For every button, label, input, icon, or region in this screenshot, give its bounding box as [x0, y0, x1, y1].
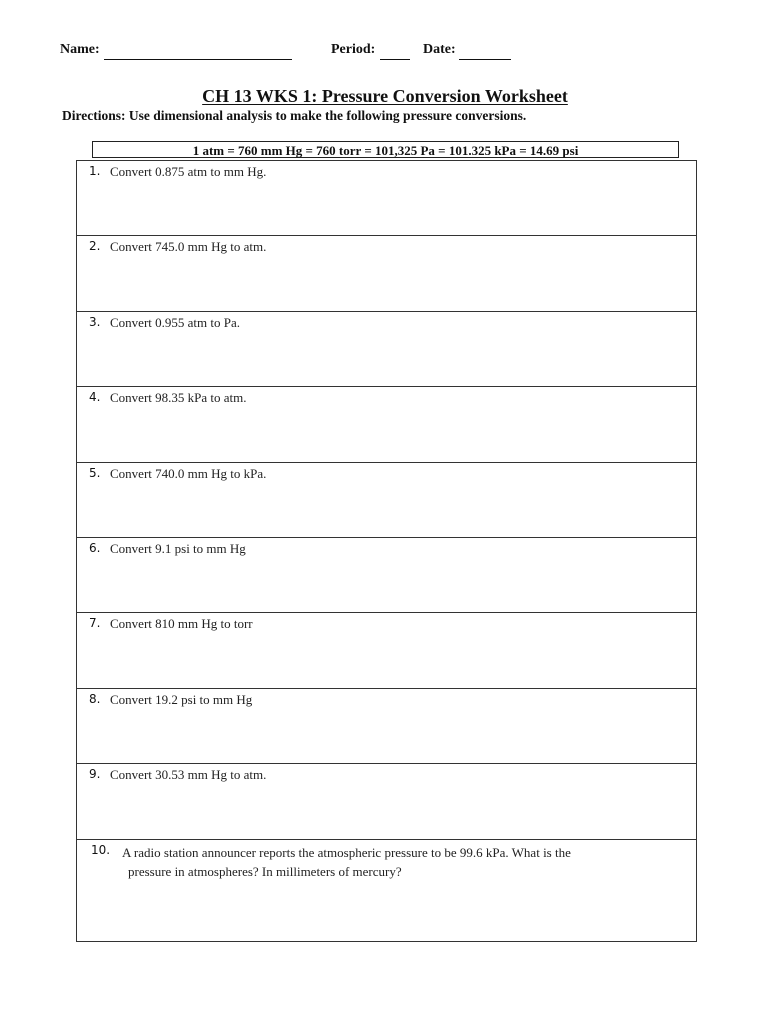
period-blank-line[interactable] — [380, 59, 410, 60]
question-text: Convert 0.955 atm to Pa. — [110, 314, 240, 330]
question-text-line-2: pressure in atmospheres? In millimeters of mercury? — [128, 863, 402, 879]
conversion-factors-box: 1 atm = 760 mm Hg = 760 torr = 101,325 Pa = 101.325 kPa = 14.69 psi — [92, 141, 679, 158]
question-number: 2. — [89, 239, 101, 254]
name-label: Name: — [60, 42, 100, 57]
question-text: Convert 745.0 mm Hg to atm. — [110, 239, 267, 255]
question-cell-4[interactable] — [77, 387, 696, 462]
question-text: Convert 740.0 mm Hg to kPa. — [110, 465, 267, 481]
question-number: 10. — [91, 842, 111, 857]
question-text: Convert 0.875 atm to mm Hg. — [110, 164, 267, 179]
question-cell-7[interactable] — [77, 613, 696, 688]
question-number: 7. — [89, 616, 101, 631]
question-cell-9[interactable] — [77, 764, 696, 839]
question-text: Convert 810 mm Hg to torr — [110, 616, 253, 632]
question-text: Convert 9.1 psi to mm Hg — [110, 540, 246, 556]
date-blank-line[interactable] — [459, 59, 511, 60]
question-number: 5. — [89, 465, 101, 480]
question-cell-8[interactable] — [77, 689, 696, 764]
question-cell-1[interactable] — [77, 161, 696, 236]
question-number: 3. — [89, 314, 101, 329]
question-cell-2[interactable] — [77, 236, 696, 311]
question-number: 6. — [89, 540, 101, 555]
period-label: Period: — [331, 42, 376, 57]
question-text-line-1: A radio station announcer reports the atmospheric pressure to be 99.6 kPa. What is the — [122, 844, 571, 860]
question-cell-3[interactable] — [77, 312, 696, 387]
question-text: Convert 98.35 kPa to atm. — [110, 390, 247, 406]
question-number: 4. — [89, 390, 101, 405]
directions-text: Directions: Use dimensional analysis to make the following pressure conversions. — [62, 108, 527, 123]
question-text: Convert 30.53 mm Hg to atm. — [110, 767, 267, 783]
question-table — [76, 160, 697, 942]
question-cell-10[interactable] — [77, 840, 696, 941]
question-cell-6[interactable] — [77, 538, 696, 613]
question-text — [122, 843, 667, 881]
question-number: 1. — [89, 164, 101, 178]
question-number: 9. — [89, 767, 101, 782]
question-number: 8. — [89, 691, 101, 706]
header-fields — [60, 42, 530, 62]
question-text: Convert 19.2 psi to mm Hg — [110, 691, 253, 707]
worksheet-title: CH 13 WKS 1: Pressure Conversion Worksheet — [202, 86, 568, 106]
date-label: Date: — [423, 42, 456, 57]
name-blank-line[interactable] — [104, 59, 292, 60]
question-cell-5[interactable] — [77, 463, 696, 538]
